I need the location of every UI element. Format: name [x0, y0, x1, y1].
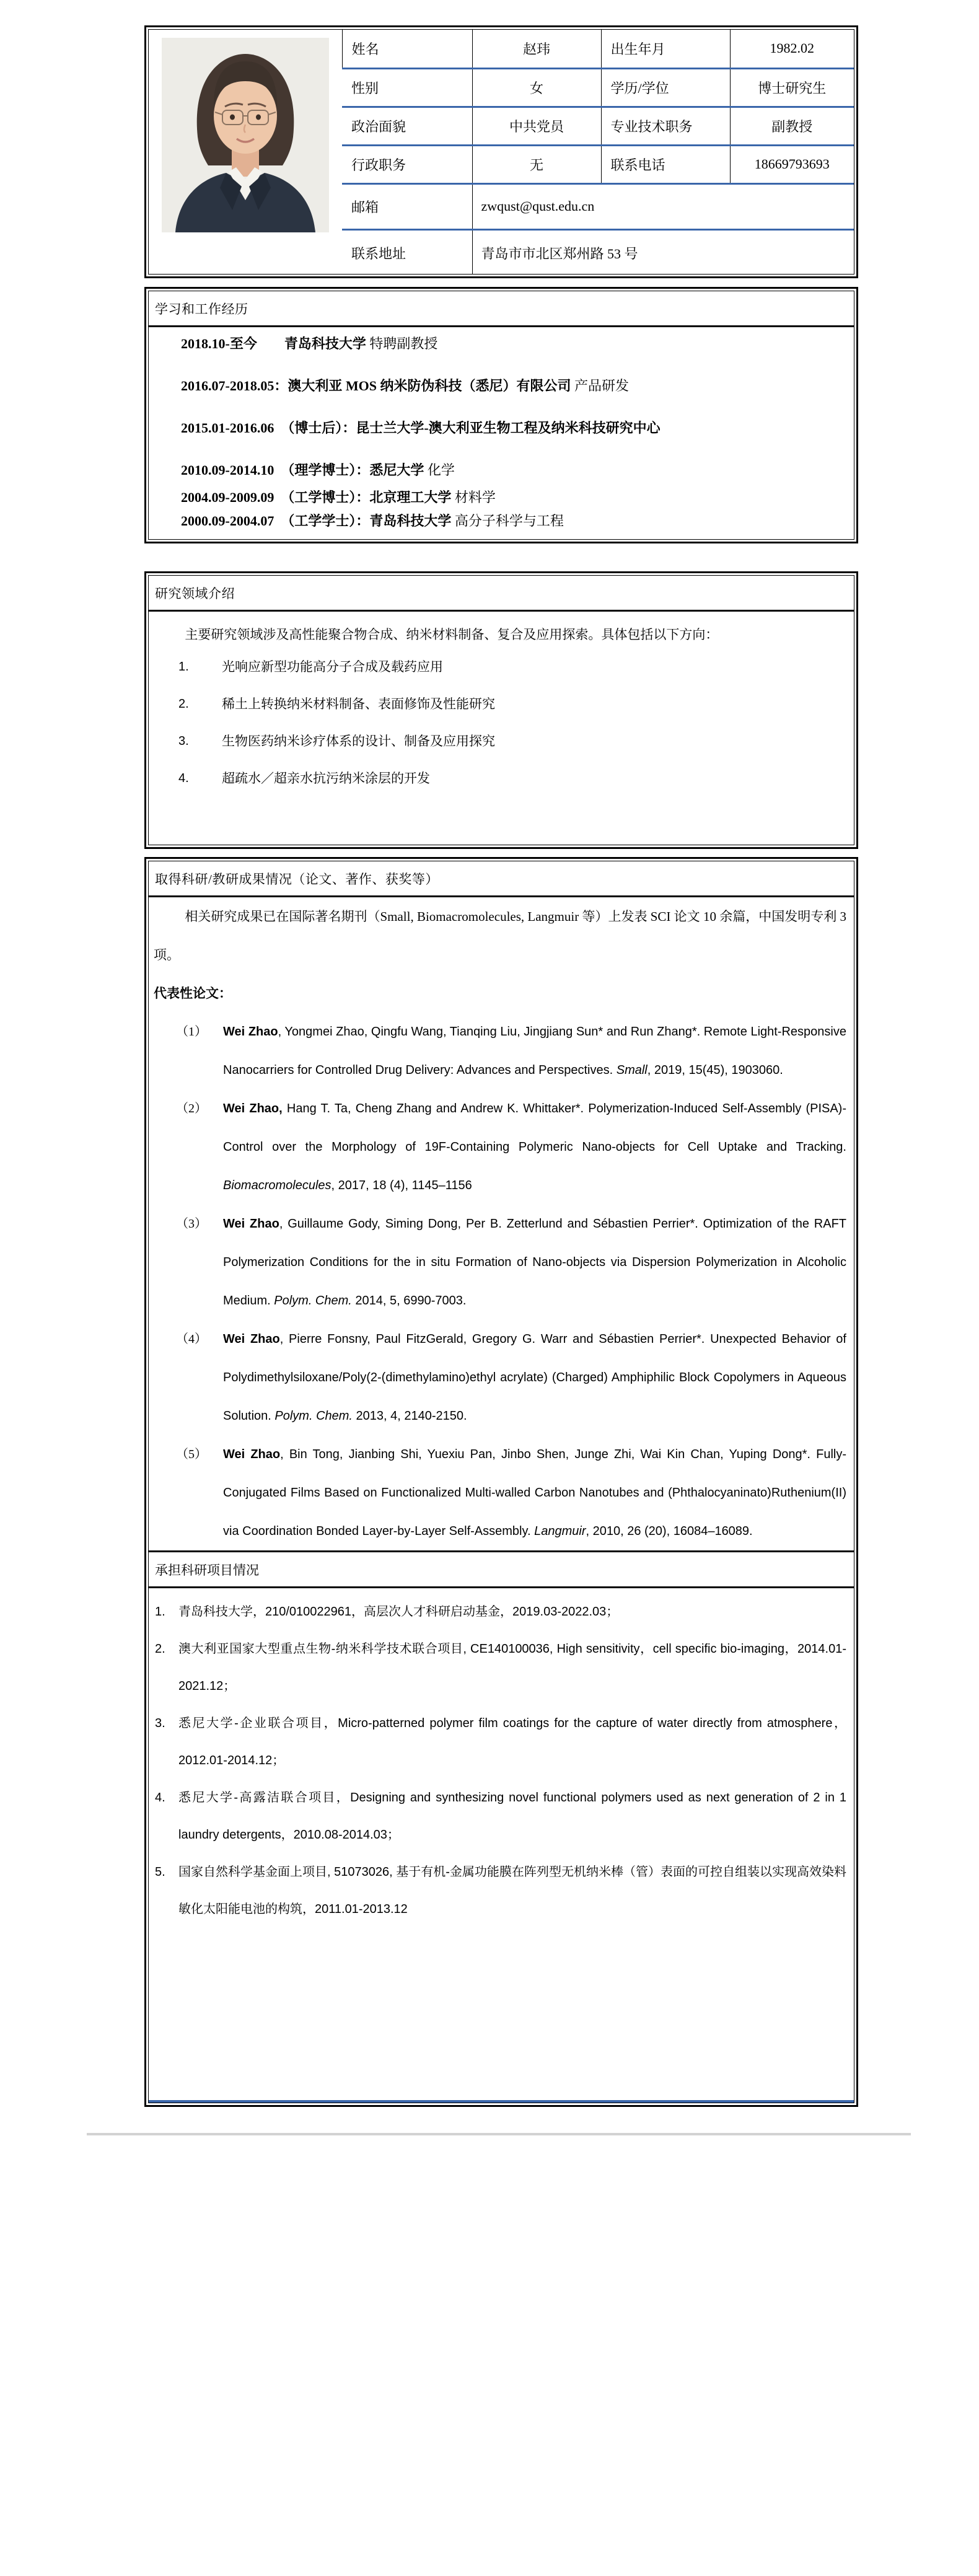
list-text: 2010.09-2014.10 （理学博士）：悉尼大学 化学	[181, 462, 455, 478]
field-value-gender: 女	[472, 68, 601, 107]
field-label-name: 姓名	[342, 30, 472, 68]
section-title-achievements: 取得科研/教研成果情况（论文、著作、获奖等）	[149, 861, 854, 897]
publication-item	[154, 1013, 846, 1089]
field-value-phone: 18669793693	[730, 145, 854, 183]
list-text: 2000.09-2004.07 （工学学士）：青岛科技大学 高分子科学与工程	[181, 513, 564, 529]
field-label-gender: 性别	[342, 68, 472, 107]
field-value-name: 赵玮	[472, 30, 601, 68]
profile-table	[149, 30, 854, 275]
list-number: 2.	[178, 697, 189, 711]
list-text: Wei Zhao, Pierre Fonsny, Paul FitzGerald, Gregory G. Warr and Sébastien Perrier*. Unexpected Behavior of Polydimethylsiloxane/Poly(2-(dimethylamino)ethyl acrylate) (Charged) Amphiphilic Block Copolymers in Aqueous Solution. Polym. Chem. 2013, 4, 2140-2150.	[223, 1332, 846, 1423]
photo-cell	[149, 30, 342, 275]
list-text: 2015.01-2016.06 （博士后）：昆士兰大学-澳大利亚生物工程及纳米科技研究中心	[181, 420, 661, 436]
list-text: 2016.07-2018.05：澳大利亚 MOS 纳米防伪科技（悉尼）有限公司 产品研发	[181, 378, 629, 393]
profile-photo	[162, 38, 329, 232]
research-intro: 主要研究领域涉及高性能聚合物合成、纳米材料制备、复合及应用探索。具体包括以下方向：	[185, 627, 719, 642]
experience-item	[181, 377, 845, 395]
experience-item	[181, 461, 845, 480]
field-value-email: zwqust@qust.edu.cn	[472, 183, 854, 229]
list-number: 3.	[178, 734, 189, 748]
project-item	[154, 1853, 846, 1928]
field-value-birth: 1982.02	[730, 30, 854, 68]
publication-item	[154, 1205, 846, 1320]
project-item	[154, 1630, 846, 1705]
page-divider-line	[87, 2133, 911, 2135]
list-text: Wei Zhao, Yongmei Zhao, Qingfu Wang, Tianqing Liu, Jingjiang Sun* and Run Zhang*. Remote Light-Responsive Nanocarriers for Controlled Drug Delivery: Advances and Perspectives. Small, 2019, 15(45), 1903060.	[223, 1025, 846, 1077]
list-text: 悉尼大学-高露洁联合项目，Designing and synthesizing novel functional polymers used as next generation of 2 in 1 laundry detergents，2010.08-2014.03；	[178, 1791, 846, 1842]
field-value-degree: 博士研究生	[730, 68, 854, 107]
list-text: Wei Zhao, Hang T. Ta, Cheng Zhang and Andrew K. Whittaker*. Polymerization-Induced Self-Assembly (PISA)-Control over the Morphology of 19F-Containing Polymeric Nano-objects for Cell Uptake and Tracking. Biomacromolecules, 2017, 18 (4), 1145–1156	[223, 1102, 846, 1192]
representative-papers-label: 代表性论文：	[154, 986, 232, 1001]
section-title-projects: 承担科研项目情况	[149, 1550, 854, 1588]
field-label-admin: 行政职务	[342, 145, 472, 183]
field-label-political: 政治面貌	[342, 107, 472, 145]
research-direction	[154, 657, 845, 676]
section-research	[144, 571, 858, 849]
list-number: （5）	[176, 1448, 207, 1461]
list-text: 2004.09-2009.09 （工学博士）：北京理工大学 材料学	[181, 490, 496, 505]
field-value-political: 中共党员	[472, 107, 601, 145]
list-number: （2）	[176, 1102, 207, 1115]
achievements-content	[149, 897, 854, 1550]
research-directions-list	[154, 657, 845, 788]
experience-list	[149, 327, 854, 530]
publications-list	[154, 1013, 846, 1550]
list-number: 3.	[155, 1717, 165, 1730]
list-text: 国家自然科学基金面上项目, 51073026, 基于有机-金属功能膜在阵列型无机纳米棒（管）表面的可控自组装以实现高效染料敏化太阳能电池的构筑，2011.01-2013.12	[178, 1865, 846, 1916]
achievements-summary: 相关研究成果已在国际著名期刊（Small, Biomacromolecules, Langmuir 等）上发表 SCI 论文 10 余篇，中国发明专利 3 项。	[154, 909, 846, 962]
left-eye	[230, 115, 235, 120]
research-direction	[154, 695, 845, 713]
field-label-address: 联系地址	[342, 229, 472, 275]
field-value-address: 青岛市市北区郑州路 53 号	[472, 229, 854, 275]
list-text: 超疏水／超亲水抗污纳米涂层的开发	[222, 771, 430, 786]
experience-item	[181, 335, 845, 353]
research-content	[149, 612, 854, 788]
field-label-email: 邮箱	[342, 183, 472, 229]
section-title-research: 研究领域介绍	[149, 576, 854, 612]
cv-document	[144, 25, 858, 2107]
publication-item	[154, 1435, 846, 1550]
experience-item	[181, 419, 845, 437]
list-text: 2018.10-至今 青岛科技大学 特聘副教授	[181, 336, 438, 351]
field-label-phone: 联系电话	[601, 145, 730, 183]
profile-box	[144, 25, 858, 278]
list-number: （3）	[176, 1217, 207, 1231]
list-number: （1）	[176, 1025, 207, 1039]
experience-item	[181, 488, 845, 507]
list-number: 1.	[178, 660, 189, 674]
research-direction	[154, 769, 845, 788]
field-label-title: 专业技术职务	[601, 107, 730, 145]
experience-item	[181, 512, 845, 530]
list-text: 生物医药纳米诊疗体系的设计、制备及应用探究	[222, 734, 495, 749]
field-value-admin: 无	[472, 145, 601, 183]
bottom-blue-rule	[149, 2100, 854, 2103]
list-text: Wei Zhao, Guillaume Gody, Siming Dong, Per B. Zetterlund and Sébastien Perrier*. Optimization of the RAFT Polymerization Conditions for the in situ Formation of Nano-objects via Dispersion Polymerization in Alcoholic Medium. Polym. Chem. 2014, 5, 6990-7003.	[223, 1217, 847, 1308]
publication-item	[154, 1089, 846, 1205]
section-achievements-projects	[144, 857, 858, 2107]
list-text: Wei Zhao, Bin Tong, Jianbing Shi, Yuexiu Pan, Jinbo Shen, Junge Zhi, Wai Kin Chan, Yuping Dong*. Fully-Conjugated Films Based on Functionalized Multi-walled Carbon Nanotubes and (Phthalocyaninato)Ruthenium(II) via Coordination Bonded Layer-by-Layer Self-Assembly. Langmuir, 2010, 26 (20), 16084–16089.	[223, 1448, 847, 1538]
list-number: （4）	[176, 1332, 207, 1346]
field-value-title: 副教授	[730, 107, 854, 145]
research-direction	[154, 732, 845, 750]
list-number: 5.	[155, 1865, 165, 1879]
project-item	[154, 1593, 846, 1630]
project-item	[154, 1705, 846, 1779]
list-text: 澳大利亚国家大型重点生物-纳米科学技术联合项目, CE140100036, High sensitivity，cell specific bio-imaging，2014.01-2021.12；	[178, 1642, 846, 1693]
list-number: 2.	[155, 1642, 165, 1656]
field-label-birth: 出生年月	[601, 30, 730, 68]
project-item	[154, 1779, 846, 1853]
list-number: 4.	[155, 1791, 165, 1805]
list-text: 悉尼大学-企业联合项目，Micro-patterned polymer film coatings for the capture of water directly from atmosphere，2012.01-2014.12；	[178, 1717, 846, 1767]
publication-item	[154, 1320, 846, 1435]
list-text: 稀土上转换纳米材料制备、表面修饰及性能研究	[222, 697, 495, 711]
list-text: 青岛科技大学，210/010022961，高层次人才科研启动基金，2019.03-2022.03；	[178, 1605, 619, 1619]
projects-content	[149, 1588, 854, 2103]
list-number: 1.	[155, 1605, 165, 1619]
list-text: 光响应新型功能高分子合成及载药应用	[222, 659, 443, 674]
right-eye	[256, 115, 261, 120]
list-number: 4.	[178, 771, 189, 785]
section-experience	[144, 287, 858, 543]
field-label-degree: 学历/学位	[601, 68, 730, 107]
projects-list	[154, 1593, 846, 1928]
section-title-experience: 学习和工作经历	[149, 291, 854, 327]
